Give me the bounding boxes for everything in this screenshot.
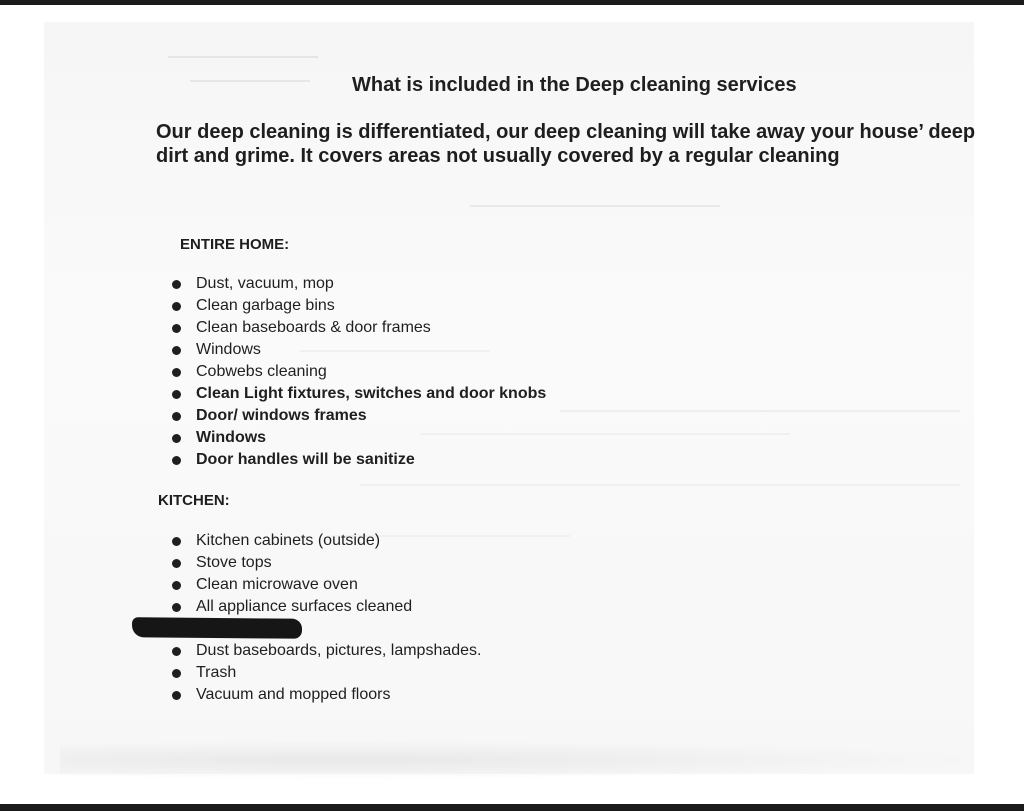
- list-item-text: Clean garbage bins: [196, 297, 335, 314]
- list-item: [172, 574, 481, 596]
- top-frame-border: [0, 0, 1024, 5]
- bullet-dot-icon: [172, 390, 181, 399]
- kitchen-heading: KITCHEN:: [158, 492, 230, 509]
- list-item: [172, 383, 546, 405]
- list-item: [172, 295, 546, 317]
- list-item-text: Clean microwave oven: [196, 576, 358, 593]
- list-item: [172, 684, 481, 706]
- list-item-text: All appliance surfaces cleaned: [196, 598, 413, 615]
- bullet-dot-icon: [172, 368, 181, 377]
- list-item-text: Kitchen cabinets (outside): [196, 532, 381, 549]
- list-item: [172, 449, 546, 471]
- intro-paragraph: Our deep cleaning is differentiated, our deep cleaning will take away your house’ deep dirt and grime. It covers areas not usually covered by a regular cleaning: [156, 121, 976, 167]
- entire-home-list: [172, 273, 546, 471]
- bullet-dot-icon: [172, 603, 181, 612]
- list-item-text: Dust baseboards, pictures, lampshades.: [196, 642, 482, 659]
- redaction-marker-stroke: [132, 617, 302, 638]
- list-item: [172, 662, 481, 684]
- bullet-dot-icon: [172, 302, 181, 311]
- bullet-dot-icon: [172, 669, 181, 678]
- bullet-dot-icon: [172, 412, 181, 421]
- bullet-dot-icon: [172, 346, 181, 355]
- list-item: [172, 273, 546, 295]
- list-item: [172, 552, 481, 574]
- list-item-text: Door/ windows frames: [196, 407, 367, 424]
- list-item-text: Dust, vacuum, mop: [196, 275, 334, 292]
- bullet-dot-icon: [172, 280, 181, 289]
- list-item: [172, 427, 546, 449]
- paper-shadow: [60, 740, 1000, 780]
- bullet-dot-icon: [172, 581, 181, 590]
- list-item-text: Door handles will be sanitize: [196, 451, 415, 468]
- list-item: [172, 596, 481, 618]
- list-item-text: Windows: [196, 341, 261, 358]
- list-item-text: Trash: [196, 664, 237, 681]
- list-item: [172, 317, 546, 339]
- list-item-text: Clean baseboards & door frames: [196, 319, 431, 336]
- list-item: [172, 339, 546, 361]
- bullet-dot-icon: [172, 434, 181, 443]
- bottom-frame-border: [0, 804, 1024, 811]
- list-item: [172, 405, 546, 427]
- bullet-dot-icon: [172, 537, 181, 546]
- bullet-dot-icon: [172, 691, 181, 700]
- document-title: What is included in the Deep cleaning services: [352, 74, 797, 96]
- list-item: [172, 530, 481, 552]
- list-item-text: Windows: [196, 429, 267, 446]
- list-item-text: Clean Light fixtures, switches and door knobs: [196, 385, 547, 402]
- bullet-dot-icon: [172, 324, 181, 333]
- bullet-dot-icon: [172, 647, 181, 656]
- bullet-dot-icon: [172, 559, 181, 568]
- bullet-dot-icon: [172, 456, 181, 465]
- list-item-text: Vacuum and mopped floors: [196, 686, 391, 703]
- list-item: [172, 640, 481, 662]
- list-item-text: Cobwebs cleaning: [196, 363, 327, 380]
- entire-home-heading: ENTIRE HOME:: [180, 236, 290, 253]
- list-item: [172, 361, 546, 383]
- list-item-text: Stove tops: [196, 554, 272, 571]
